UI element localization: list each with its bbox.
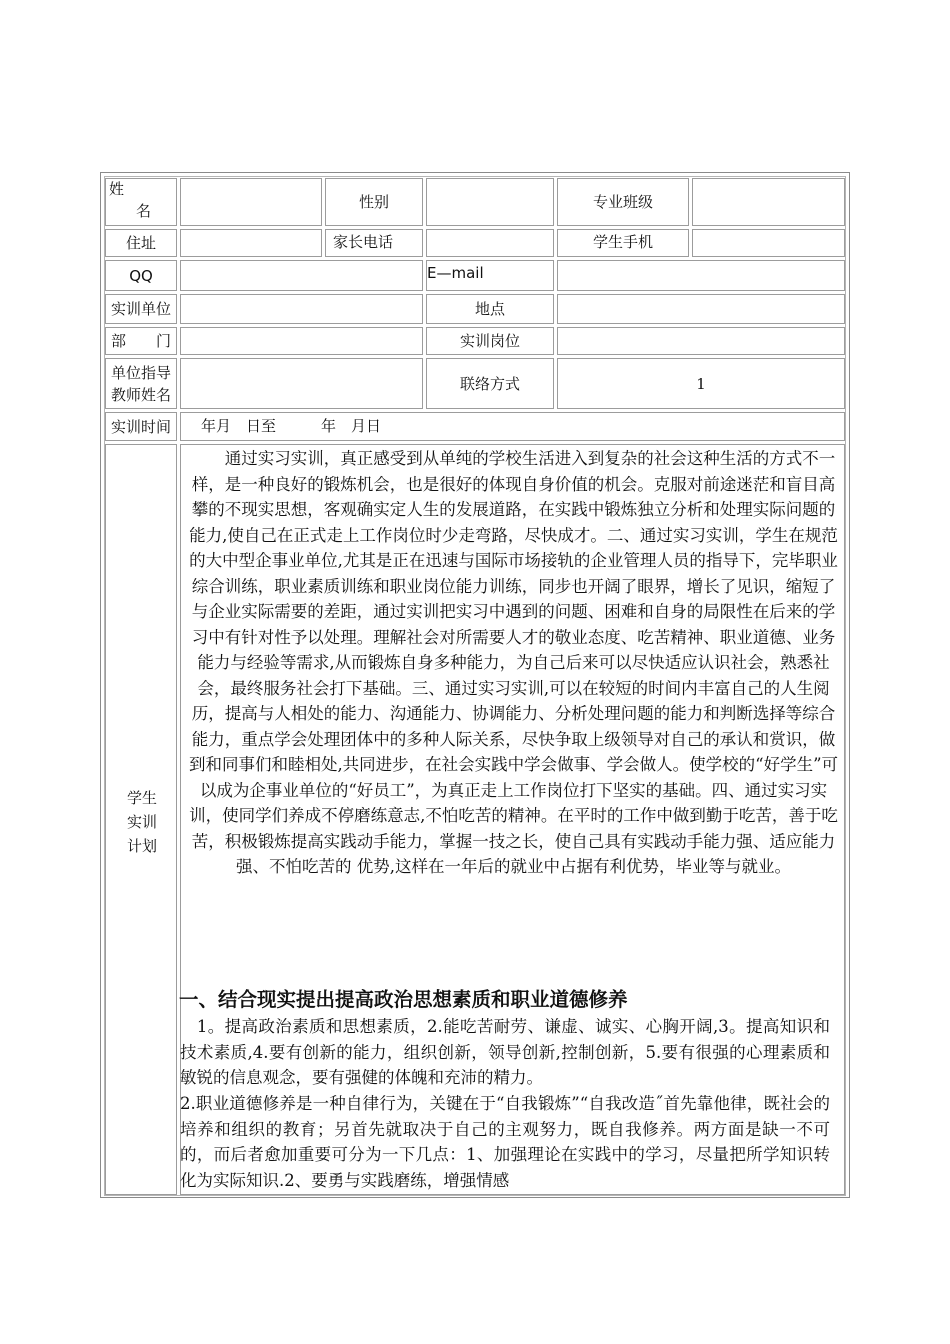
plan-paragraph-1: 1。提高政治素质和思想素质，2.能吃苦耐劳、谦虚、诚实、心胸开阔,3。提高知识和技术素质,4.要有创新的能力，组织创新，领导创新,控制创新，5.要有很强的心理素质和敏锐的信息观念，要有强健的体魄和充沛的精力。: [180, 1017, 830, 1087]
training-post-label: 实训岗位: [426, 327, 554, 355]
plan-label: [106, 786, 178, 858]
parent-phone-value-cell[interactable]: [426, 229, 554, 257]
plan-section-heading: 一、结合现实提出提高政治思想素质和职业道德修养: [179, 988, 628, 1011]
supervisor-value-cell[interactable]: [180, 358, 423, 409]
name-label-2: 名: [136, 202, 152, 220]
email-value-cell[interactable]: [557, 260, 845, 291]
supervisor-label: 单位指导教师姓名: [105, 358, 177, 409]
name-label-cell: [105, 178, 177, 226]
department-label: 部 门: [105, 327, 177, 355]
gender-value-cell[interactable]: [426, 178, 554, 226]
major-class-label: 专业班级: [557, 178, 689, 226]
address-value-cell[interactable]: [180, 229, 322, 257]
training-unit-value-cell[interactable]: [180, 294, 423, 324]
major-class-value-cell[interactable]: [692, 178, 845, 226]
plan-label-line-2: 实训: [126, 813, 157, 831]
name-value-cell[interactable]: [180, 178, 322, 226]
contact-value[interactable]: 1: [557, 358, 845, 409]
plan-intro-text: 通过实习实训，真正感受到从单纯的学校生活进入到复杂的社会这种生活的方式不一样，是一种良好的锻炼机会，也是很好的体现自身价值的机会。克服对前途迷茫和盲目高攀的不现实思想，客观确实定人生的发展道路，在实践中锻炼独立分析和处理实际问题的能力,使自己在正式走上工作岗位时少走弯路，尽快成才。二、通过实习实训，学生在规范的大中型企事业单位,尤其是正在迅速与国际市场接轨的企业管理人员的指导下，完毕职业综合训练，职业素质训练和职业岗位能力训练，同步也开阔了眼界，增长了见识，缩短了与企业实际需要的差距，通过实训把实习中遇到的问题、困难和自身的局限性在后来的学习中有针对性予以处理。理解社会对所需要人才的敬业态度、吃苦精神、职业道德、业务能力与经验等需求,从而锻炼自身多种能力，为自己后来可以尽快适应认识社会，熟悉社会，最终服务社会打下基础。三、通过实习实训,可以在较短的时间内丰富自己的人生阅历，提高与人相处的能力、沟通能力、协调能力、分析处理问题的能力和判断选择等综合能力，重点学会处理团体中的多种人际关系，尽快争取上级领导对自己的承认和赏识，做到和同事们和睦相处,共同进步，在社会实践中学会做事、学会做人。使学校的“好学生”可以成为企事业单位的“好员工”，为真正走上工作岗位打下坚实的基础。四、通过实习实训，使同学们养成不停磨练意志,不怕吃苦的精神。在平时的工作中做到勤于吃苦，善于吃苦，积极锻炼提高实践动手能力，掌握一技之长，使自己具有实践动手能力强、适应能力强、不怕吃苦的 优势,这样在一年后的就业中占据有利优势，毕业等与就业。: [188, 449, 839, 876]
location-value-cell[interactable]: [557, 294, 845, 324]
plan-label-line-3: 计划: [126, 837, 157, 855]
plan-label-line-1: 学生: [126, 789, 157, 807]
training-time-value[interactable]: 年月 日至 年 月日: [180, 412, 845, 441]
training-time-label: 实训时间: [105, 412, 177, 441]
address-label: 住址: [105, 229, 177, 257]
training-unit-label: 实训单位: [105, 294, 177, 324]
plan-paragraph-2: 2.职业道德修养是一种自律行为，关键在于“自我锻炼”“自我改造˝首先靠他律，既社会的培养和组织的教育；另首先就取决于自己的主观努力，既自我修养。两方面是缺一不可的，而后者愈加重要可分为一下几点：1、加强理论在实践中的学习，尽量把所学知识转化为实际知识.2、要勇与实践磨练，增强情感: [180, 1094, 830, 1190]
location-label: 地点: [426, 294, 554, 324]
email-label: E—mail: [426, 260, 554, 291]
student-phone-value-cell[interactable]: [692, 229, 845, 257]
student-phone-label: 学生手机: [557, 229, 689, 257]
gender-label: 性别: [325, 178, 423, 226]
name-label-1: 姓: [109, 180, 125, 198]
contact-label: 联络方式: [426, 358, 554, 409]
qq-value-cell[interactable]: [180, 260, 423, 291]
department-value-cell[interactable]: [180, 327, 423, 355]
training-post-value-cell[interactable]: [557, 327, 845, 355]
qq-label: QQ: [105, 260, 177, 291]
parent-phone-label: 家长电话: [325, 229, 423, 257]
